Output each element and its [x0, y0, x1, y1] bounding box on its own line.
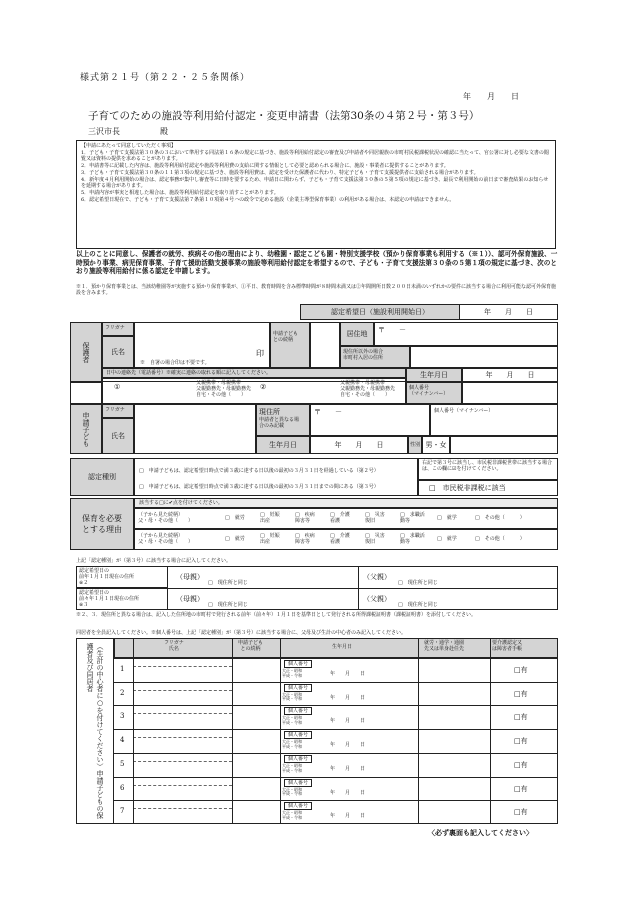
- household-work-field[interactable]: [419, 778, 489, 799]
- household-work-field[interactable]: [419, 683, 489, 704]
- consent-heading: 【申請にあたって同意していただく事項】: [81, 143, 177, 149]
- phone-2-options: 父親携帯・母親携帯 父親勤務先・母親勤務先 自宅・その他（ ）: [340, 380, 396, 398]
- household-note: 同居者を全員記入してください。※個人番号は、上記「認定種別」が（第３号）に該当する場合に、父母及び生計の中心者のみ記入してください。: [76, 630, 407, 636]
- type3-note: 上記「認定種別」が（第３号）に該当する場合に記入してください。: [76, 558, 232, 564]
- child-name-field[interactable]: [134, 404, 256, 454]
- household-mynumber-label: 個人番号: [284, 731, 312, 739]
- child-sex-label: 性別: [408, 436, 422, 454]
- phone-2: ②: [260, 383, 267, 391]
- child-mynumber-label: 個人番号（マイナンバー）: [430, 404, 558, 436]
- seal-note: ※ 自署の場合印は不要です。: [140, 360, 210, 366]
- household-work-field[interactable]: [419, 659, 489, 680]
- note-2-3: ※２、３．現住所と異なる場合は、記入した住所地の市町村で発行される前年（前々年）１月１日を基準日として発行される所得課税証明書（課税証明書）を添付してください。: [76, 612, 477, 618]
- cert-type-3[interactable]: □ 申請子どもは、認定希望日時点で満３歳に達する日以後の最初の３月３１日までの間にある（第３号）: [139, 484, 379, 490]
- prev-year-address-label: 認定希望日の 前年１月１日現在の住所 ※２: [76, 566, 168, 588]
- household-name-field[interactable]: [134, 801, 231, 822]
- household-era-options: 大正・昭和 平成・令和: [282, 786, 302, 797]
- note-1: ※１．預かり保育事業とは、当該幼稚園等が実施する預かり保育事業が、①平日、教育時間を含み標準時間が８時間未満又は②年間開所日数２００日未満のいずれかの要件に該当する場合に利用可能な認可外保育施設を含みます。: [76, 284, 557, 296]
- child-furigana-label: フリガナ: [102, 404, 134, 418]
- child-mynumber-field[interactable]: [450, 436, 558, 454]
- agreement-text: 以上のことに同意し、保護者の就労、疾病その他の理由により、幼稚園・認定こども園・特別支援学校（預かり保育事業も利用する（※１））、認可外保育施設、一時預かり事業、病児保育事業、子育て援助活動支援事業の施設等利用給付認定を希望するので、子ども・子育て支援法第３０条の５第１項の規定に基づき、次のとおり施設等利用給付に係る認定を申請します。: [76, 250, 558, 276]
- seal-mark: 印: [256, 349, 264, 358]
- child-address-field[interactable]: 〒 －: [310, 404, 430, 436]
- household-relation-field[interactable]: [233, 659, 279, 680]
- household-header-relation: 申請子ども との続柄: [238, 640, 264, 652]
- household-mynumber-label: 個人番号: [284, 755, 312, 763]
- household-row-number: 5: [120, 759, 125, 768]
- household-mynumber-label: 個人番号: [284, 707, 312, 715]
- household-era-options: 大正・昭和 平成・令和: [282, 762, 302, 773]
- household-era-options: 大正・昭和 平成・令和: [282, 715, 302, 726]
- form-title: 子育てのための施設等利用給付認定・変更申請書（法第30条の４第２号・第３号）: [88, 110, 480, 122]
- household-work-field[interactable]: [419, 801, 489, 822]
- guardian-address-label: 居住地: [340, 322, 374, 346]
- phone-1-options: 父親携帯・母親携帯 父親勤務先・母親勤務先 自宅・その他（ ）: [196, 380, 252, 398]
- reason-label: 保育を必要 とする理由: [70, 498, 134, 550]
- guardian-name-label: 氏名: [102, 336, 134, 368]
- household-birth-field[interactable]: 年 月 日: [330, 671, 366, 677]
- consent-item: 2．申請書等に記載した内容は、施設等利用給付認定や施設等利用費の支給に関する情報として必要と認められる場合に、施設・事業者に提供することがあります。: [81, 163, 449, 169]
- household-row-number: 6: [120, 783, 125, 792]
- child-birth-label: 生年月日: [256, 436, 310, 454]
- guardian-birth-label: 生年月日: [406, 368, 462, 382]
- household-name-field[interactable]: [134, 706, 231, 727]
- household-era-options: 大正・昭和 平成・令和: [282, 668, 302, 678]
- household-name-field[interactable]: [134, 778, 231, 799]
- household-mynumber-label: 個人番号: [284, 684, 312, 692]
- consent-item: 5．申請内容が事実と相違した場合は、施設等利用給付認定を取り消すことがあります。: [81, 190, 279, 196]
- household-name-field[interactable]: [134, 659, 231, 680]
- cert-type-options: [134, 458, 418, 496]
- other-address-field[interactable]: [410, 346, 558, 368]
- consent-item: 1．子ども・子育て支援法第３０条の３において準用する同法第１６条の規定に基づき、施設等利用給付認定の審査及び申請者や同居親族の市町村民税課税状況の確認に当たって、官公署に対し必要な文書の閲覧又は資料の提供を求めることがあります。: [81, 150, 549, 162]
- household-mynumber-label: 個人番号: [284, 779, 312, 787]
- household-row-number: 1: [120, 665, 125, 673]
- guardian-mynumber-label: 個人番号 （マイナンバー）: [406, 382, 462, 404]
- reason-row-2: （子から見た続柄） 父・母・その他（ ） □ 就労 □ 妊娠 出産 □ 疾病 障害等 □ 介護 看護 □ 災害 復旧 □ 求職活 動等 □ 就学 □ その他（ ）: [134, 529, 558, 550]
- household-header-birth: 生年月日: [332, 644, 353, 650]
- tax-exempt-note: 右記で第３号に該当し、市民税非課税世帯に該当する場合は、この欄に☑を付けてください。: [418, 458, 558, 480]
- household-header-name: フリガナ 氏名: [164, 640, 184, 652]
- prev2-year-father: （父親）: [363, 595, 391, 603]
- household-disability-checkbox[interactable]: □有: [514, 760, 528, 769]
- phone-label: 日中の連絡先（電話番号）※確実に連絡の取れる順に記入してください。: [102, 368, 406, 378]
- child-birth-field[interactable]: 年 月 日: [310, 436, 408, 454]
- footer-note: 〈必ず裏面も記入してください〉: [428, 828, 533, 837]
- household-relation-field[interactable]: [233, 706, 279, 727]
- cert-type-2[interactable]: □ 申請子どもは、認定希望日時点で満３歳に達する日以後の最初の３月３１日を経過している（第２号）: [139, 468, 379, 474]
- guardian-furigana-label: フリガナ: [102, 322, 134, 336]
- prev-year-father-same[interactable]: □ 現住所と同じ: [398, 580, 438, 586]
- household-disability-checkbox[interactable]: □有: [514, 689, 528, 698]
- household-row-number: 7: [120, 807, 125, 816]
- consent-item: 4．新年度４月利用開始の場合は、認定事務が集中し審査等に日時を要するため、申請日に関わらず、子ども・子育て支援法第３０条の５第５項の規定に基づき、最長で利用開始の前日まで審査結果のお知らせを延期する場合があります。: [81, 177, 549, 189]
- household-disability-checkbox[interactable]: □有: [514, 737, 528, 746]
- household-birth-field[interactable]: 年 月 日: [330, 789, 366, 796]
- household-birth-field[interactable]: 年 月 日: [330, 813, 366, 820]
- household-era-options: 大正・昭和 平成・令和: [282, 810, 302, 820]
- other-address-label: 現住所以外の場合 市町村入居の住所: [340, 346, 410, 368]
- cert-type-label: 認定種別: [70, 458, 134, 496]
- guardian-section-cont: [70, 382, 102, 404]
- desired-date-field[interactable]: 年 月 日: [459, 304, 558, 320]
- guardian-birth-field[interactable]: 年 月 日: [462, 368, 558, 382]
- household-birth-field[interactable]: 年 月 日: [330, 742, 366, 749]
- prev-year-father: （父親）: [363, 573, 391, 581]
- prev2-year-mother: （母親）: [176, 595, 204, 603]
- household-relation-field[interactable]: [233, 778, 279, 799]
- household-disability-checkbox[interactable]: □有: [514, 713, 528, 722]
- household-name-field[interactable]: [134, 683, 231, 704]
- household-row-number: 2: [120, 688, 125, 697]
- reason-row-1: （子から見た続柄） 父・母・その他（ ） □ 就労 □ 妊娠 出産 □ 疾病 障害等 □ 介護 看護 □ 災害 復旧 □ 求職活 動等 □ 就学 □ その他（ ）: [134, 508, 558, 529]
- child-name-label: 氏名: [102, 418, 134, 454]
- child-section-label: 申請子ども: [70, 404, 102, 454]
- guardian-address-field[interactable]: 〒 －: [374, 322, 558, 346]
- household-row-number: 4: [120, 736, 125, 745]
- recipient: 三沢市長 殿: [88, 127, 168, 136]
- household-header-disability: 要介護認定又 は障害者手帳: [492, 640, 523, 652]
- household-disability-checkbox[interactable]: □有: [514, 808, 528, 817]
- household-disability-checkbox[interactable]: □有: [514, 784, 528, 793]
- household-row-number: 3: [120, 712, 125, 721]
- household-name-field[interactable]: [134, 754, 231, 775]
- household-relation-field[interactable]: [233, 683, 279, 704]
- household-relation-field[interactable]: [233, 801, 279, 822]
- prev2-year-address-label: 認定希望日の 前々年１月１日現在の住所 ※３: [76, 588, 168, 610]
- phone-1: ①: [114, 383, 121, 391]
- submission-date: 年 月 日: [463, 92, 519, 101]
- guardian-section-label: 保護者: [70, 322, 102, 382]
- household-section-label: （生計の中心者に○を付けてください）申請子どもの保護者及び同居者: [76, 638, 114, 824]
- household-work-field[interactable]: [419, 706, 489, 727]
- household-mynumber-label: 個人番号: [284, 660, 312, 668]
- prev2-year-mother-same[interactable]: □ 現住所と同じ: [208, 602, 248, 608]
- household-disability-checkbox[interactable]: □有: [514, 666, 528, 674]
- reason-instruction: 該当する□に✔点を付けてください。: [134, 498, 558, 508]
- child-address-label: 現住所 申請者と異なる場 合のみ記載: [256, 404, 310, 436]
- guardian-relation-field[interactable]: [310, 322, 340, 368]
- household-work-field[interactable]: [419, 730, 489, 751]
- household-header-work: 就労・通学・通園 先又は単身赴任先: [424, 640, 465, 652]
- prev2-year-father-same[interactable]: □ 現住所と同じ: [398, 602, 438, 608]
- prev-year-mother-same[interactable]: □ 現住所と同じ: [208, 580, 248, 586]
- consent-item: 3．子ども・子育て支援法第３０条の１１第３項の規定に基づき、施設等利用費は、認定を受けた保護者に代わり、特定子ども・子育て支援提供者に支給される場合があります。: [81, 170, 479, 176]
- form-number: 様式第２１号（第２２・２５条関係）: [80, 73, 251, 83]
- guardian-relation-label: 申請子ども との続柄: [270, 322, 310, 368]
- household-mynumber-label: 個人番号: [284, 802, 312, 810]
- desired-date-label: 認定希望日（施設利用開始日）: [300, 304, 460, 320]
- household-work-field[interactable]: [419, 754, 489, 775]
- household-birth-field[interactable]: 年 月 日: [330, 718, 366, 725]
- prev-year-mother: （母親）: [176, 573, 204, 581]
- household-era-options: 大正・昭和 平成・令和: [282, 691, 302, 702]
- household-birth-field[interactable]: 年 月 日: [330, 694, 366, 701]
- consent-item: 6．認定希望日現在で、子ども・子育て支援法第７条第１０項第４号ハの政令で定める施設（企業主導型保育事業）の利用がある場合は、本認定の申請はできません。: [81, 197, 455, 203]
- household-era-options: 大正・昭和 平成・令和: [282, 739, 302, 749]
- household-relation-field[interactable]: [233, 730, 279, 751]
- child-sex-field[interactable]: 男・女: [422, 436, 450, 454]
- consent-box: [76, 140, 556, 249]
- household-name-field[interactable]: [134, 730, 231, 751]
- household-birth-field[interactable]: 年 月 日: [330, 765, 366, 772]
- tax-exempt-checkbox[interactable]: □ 市民税非課税に該当: [418, 480, 558, 496]
- guardian-mynumber-field[interactable]: [462, 382, 558, 404]
- household-relation-field[interactable]: [233, 754, 279, 775]
